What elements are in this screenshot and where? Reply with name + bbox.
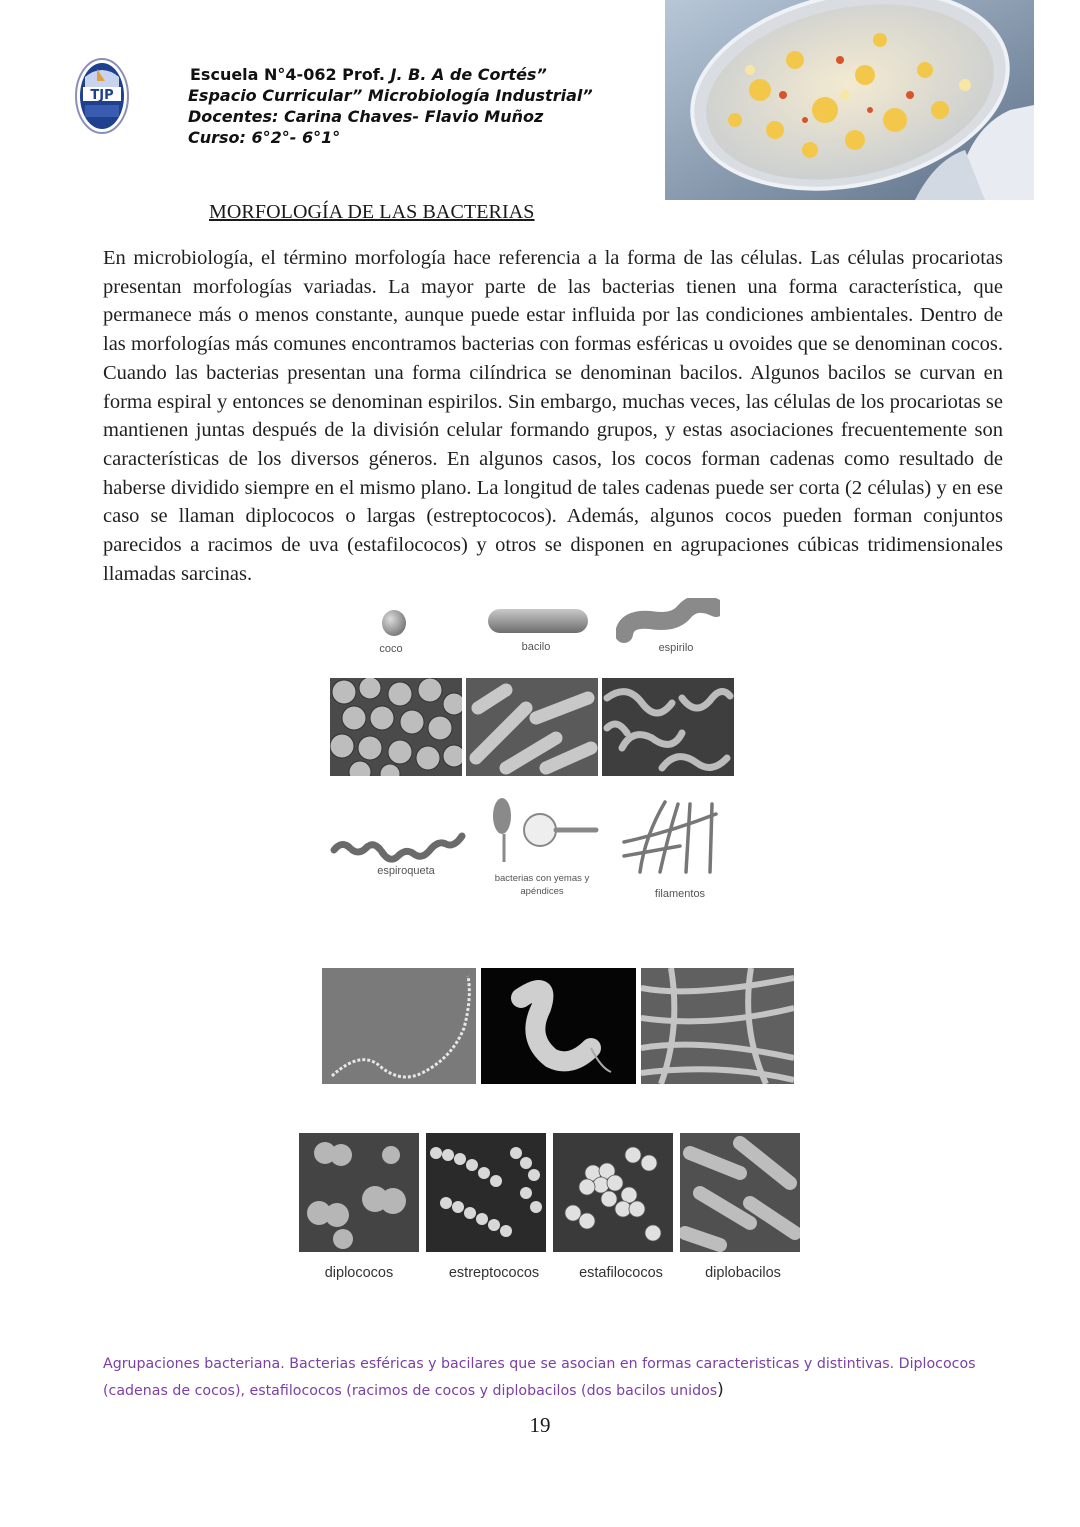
micrograph-estreptococos [426,1133,546,1252]
micrograph-vibrio [481,968,636,1084]
label-diplococos: diplococos [324,1265,394,1281]
figure-caption [103,1351,1003,1404]
label-bacilo: bacilo [521,641,551,653]
page-number: 19 [529,1413,551,1437]
label-diplobacilos: diplobacilos [705,1265,781,1281]
school-logo [75,57,129,135]
yemas-illustration [490,796,602,866]
teachers-line: Docentes: Carina Chaves- Flavio Muñoz [188,107,544,126]
bacilo-illustration [486,606,590,636]
label-yemas [476,872,608,898]
filamentos-illustration [620,796,720,874]
micrograph-bacilos [466,678,598,776]
label-filamentos: filamentos [654,888,706,900]
caption-end: ) [717,1380,724,1400]
micrograph-espirilos [602,678,734,776]
micrograph-filamentos [641,968,794,1084]
micrograph-espiroqueta [322,968,476,1084]
micrograph-cocos [330,678,462,776]
label-coco: coco [379,643,403,655]
label-espirilo: espirilo [658,642,694,654]
subject-line: Espacio Curricular” Microbiología Industrial” [188,86,593,105]
micrograph-estafilococos [553,1133,673,1252]
label-yemas-line1: bacterias con yemas y [494,873,590,884]
label-espiroqueta: espiroqueta [377,865,435,877]
header-block [188,64,593,148]
course-line: Curso: 6°2°- 6°1° [188,128,341,147]
coco-illustration [380,609,408,637]
petri-dish-photo [665,0,1034,200]
logo-text: TJP [90,88,114,103]
page-title: MORFOLOGÍA DE LAS BACTERIAS [209,201,535,223]
micrograph-diplococos [299,1133,419,1252]
label-estafilococos: estafilococos [579,1265,663,1281]
school-name: Escuela N°4-062 Prof. J. B. A de Cortés” [190,65,547,84]
body-paragraph: En microbiología, el término morfología hace referencia a la forma de las células. Las células procariotas presentan morfologías variadas. La mayor parte de las bacterias tienen una forma característica, que permanece más o menos constante, aunque puede estar influida por las condiciones ambientales. Dentro de las morfologías más comunes encontramos bacterias con formas esféricas u ovoides que se denominan cocos. Cuando las bacterias presentan una forma cilíndrica se denominan bacilos. Algunos bacilos se curvan en forma espiral y entonces se denominan espirilos. Sin embargo, muchas veces, las células de los procariotas se mantienen juntas después de la división celular formando grupos, y estas asociaciones frecuentemente son características de los diversos géneros. En algunos casos, los cocos forman cadenas como resultado de haberse dividido siempre en el mismo plano. La longitud de tales cadenas puede ser corta (2 células) y en ese caso se llaman diplococos o largas (estreptococos). Además, algunos cocos pueden forman conjuntos parecidos a racimos de uva (estafilococos) y otros se disponen en agrupaciones cúbicas tridimensionales llamadas sarcinas. [103,247,1003,585]
espiroqueta-illustration [330,826,466,866]
micrograph-diplobacilos [680,1133,800,1252]
caption-text: Agrupaciones bacteriana. Bacterias esféricas y bacilares que se asocian en formas caracteristicas y distintivas. Diplococos (cadenas de cocos), estafilococos (racimos de cocos y diplobacilos (dos bacilos unidos [103,1356,976,1399]
espirilo-illustration [616,598,720,644]
label-yemas-line2: apéndices [520,886,564,897]
label-estreptococos: estreptococos [448,1265,540,1281]
